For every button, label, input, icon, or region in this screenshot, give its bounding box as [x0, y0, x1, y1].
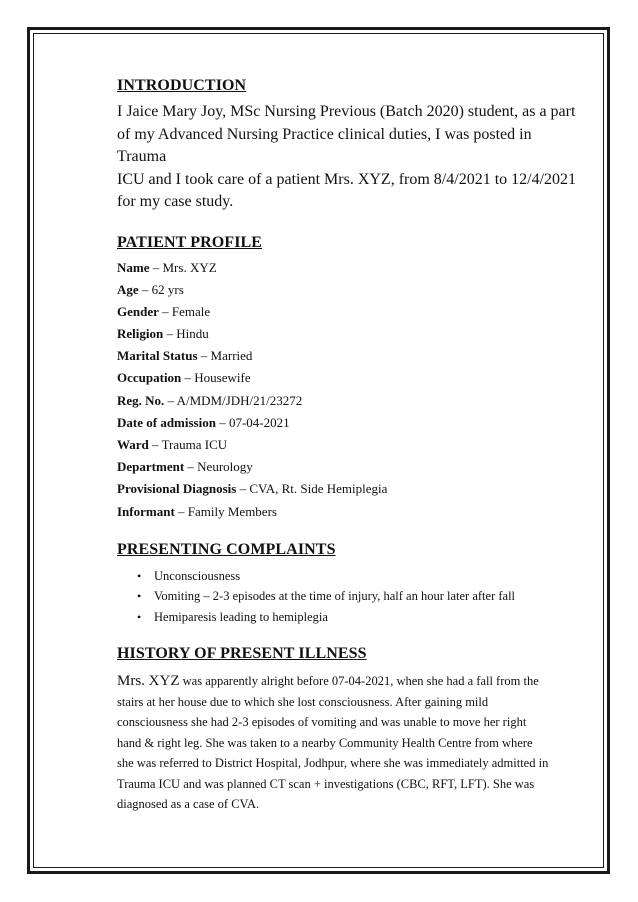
- profile-field-ward: [117, 434, 577, 456]
- patient-profile-heading: PATIENT PROFILE: [117, 233, 263, 251]
- document-body: [117, 76, 577, 815]
- profile-field-occupation: [117, 367, 577, 389]
- profile-separator: –: [184, 459, 198, 475]
- profile-separator: –: [181, 370, 195, 386]
- profile-separator: –: [215, 414, 229, 430]
- profile-label: Religion: [117, 326, 164, 342]
- history-patient-name: Mrs. XYZ: [117, 673, 180, 690]
- profile-separator: –: [138, 281, 152, 297]
- profile-label: Gender: [117, 303, 159, 319]
- profile-separator: –: [158, 303, 172, 319]
- profile-field-date-of-admission: [117, 412, 577, 434]
- profile-field-gender: [117, 301, 577, 323]
- profile-separator: –: [164, 392, 177, 408]
- profile-value: Trauma ICU: [161, 437, 228, 452]
- profile-value: Hindu: [176, 326, 209, 342]
- history-heading: HISTORY OF PRESENT ILLNESS: [117, 645, 367, 663]
- profile-separator: –: [163, 326, 177, 342]
- profile-label: Marital Status: [117, 348, 198, 364]
- profile-value: 62 yrs: [151, 281, 184, 297]
- profile-field-religion: [117, 323, 577, 345]
- bullet-icon: •: [137, 609, 142, 624]
- history-line: stairs at her house due to which she lost consciousness. After gaining mild: [117, 694, 489, 709]
- complaints-list: [117, 566, 577, 628]
- profile-value: Neurology: [197, 459, 253, 475]
- profile-field-informant: [117, 501, 577, 523]
- profile-label: Provisional Diagnosis: [117, 481, 237, 497]
- complaint-text: Vomiting – 2-3 episodes at the time of injury, half an hour later after fall: [154, 589, 516, 604]
- profile-value: Married: [210, 348, 253, 364]
- complaint-item: [137, 607, 577, 628]
- profile-value: Housewife: [194, 370, 251, 386]
- complaint-text: Unconsciousness: [154, 568, 241, 583]
- presenting-complaints-heading: PRESENTING COMPLAINTS: [117, 540, 336, 558]
- profile-label: Ward: [117, 437, 149, 452]
- history-line: she was referred to District Hospital, Jodhpur, where she was immediately admitted in: [117, 756, 549, 771]
- introduction-line: of my Advanced Nursing Practice clinical duties, I was posted in Trauma: [117, 125, 532, 165]
- profile-field-department: [117, 456, 577, 478]
- profile-field-age: [117, 279, 577, 301]
- profile-separator: –: [236, 481, 250, 497]
- profile-field-name: [117, 257, 577, 279]
- profile-separator: –: [174, 503, 188, 519]
- profile-label: Name: [117, 259, 150, 275]
- profile-value: Family Members: [187, 503, 277, 519]
- history-line: was apparently alright before 07-04-2021, when she had a fall from the: [179, 674, 539, 689]
- profile-value: Mrs. XYZ: [162, 259, 217, 275]
- profile-field-provisional-diagnosis: [117, 478, 577, 500]
- bullet-icon: •: [137, 589, 142, 604]
- history-paragraph: [117, 671, 557, 815]
- complaint-text: Hemiparesis leading to hemiplegia: [154, 609, 328, 624]
- patient-profile-list: [117, 257, 577, 523]
- profile-value: Female: [171, 303, 211, 319]
- history-line: Trauma ICU and was planned CT scan + investigations (CBC, RFT, LFT). She was: [117, 776, 535, 791]
- complaint-item: [137, 566, 577, 587]
- profile-field-marital-status: [117, 345, 577, 367]
- history-line: hand & right leg. She was taken to a nearby Community Health Centre from where: [117, 735, 533, 750]
- profile-value: CVA, Rt. Side Hemiplegia: [249, 481, 388, 497]
- profile-label: Age: [117, 281, 139, 297]
- bullet-icon: •: [137, 568, 142, 583]
- profile-value: A/MDM/JDH/21/23272: [176, 392, 303, 408]
- profile-label: Occupation: [117, 370, 182, 386]
- profile-separator: –: [197, 348, 211, 364]
- profile-label: Informant: [117, 503, 175, 519]
- profile-label: Date of admission: [117, 414, 216, 430]
- profile-field-reg-no: [117, 390, 577, 412]
- history-line: diagnosed as a case of CVA.: [117, 797, 260, 812]
- introduction-paragraph: [117, 101, 577, 214]
- introduction-line: I Jaice Mary Joy, MSc Nursing Previous (Batch 2020) student, as a part: [117, 103, 576, 120]
- history-line: consciousness she had 2-3 episodes of vomiting and was unable to move her right: [117, 715, 527, 730]
- profile-label: Reg. No.: [117, 392, 165, 408]
- complaint-item: [137, 586, 577, 607]
- profile-value: 07-04-2021: [228, 414, 290, 430]
- introduction-heading: INTRODUCTION: [117, 77, 247, 94]
- profile-label: Department: [117, 459, 185, 475]
- profile-separator: –: [148, 437, 162, 452]
- profile-separator: –: [149, 259, 163, 275]
- introduction-line: ICU and I took care of a patient Mrs. XYZ, from 8/4/2021 to 12/4/2021: [117, 170, 577, 188]
- introduction-line: for my case study.: [117, 193, 234, 210]
